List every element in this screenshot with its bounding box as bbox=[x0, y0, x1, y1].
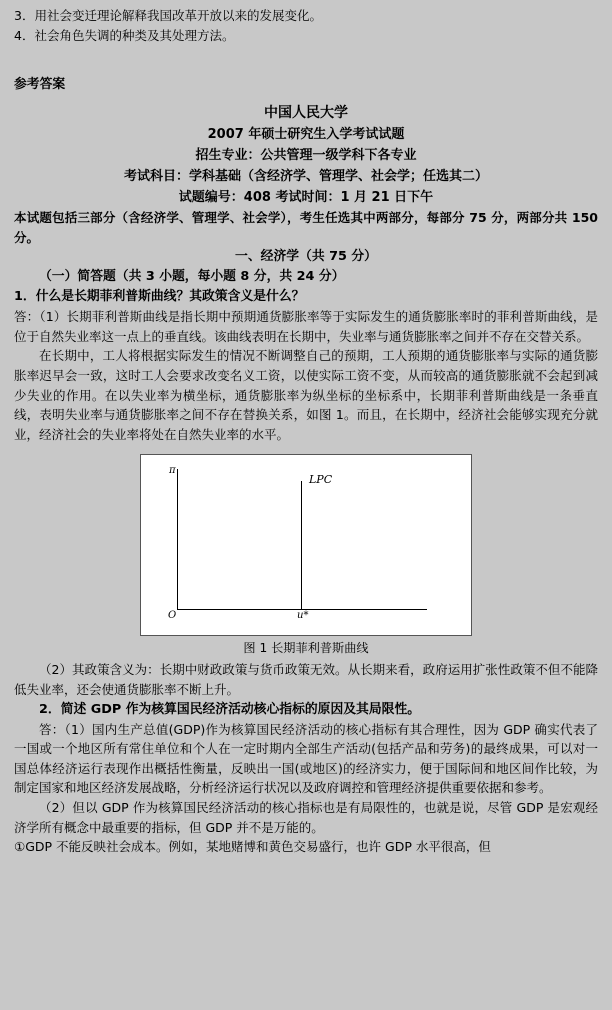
subject-line: 考试科目：学科基础（含经济学、管理学、社会学；任选其二） bbox=[123, 169, 488, 184]
question-1-answer-p2: 在长期中，工人将根据实际发生的情况不断调整自己的预期，工人预期的通货膨胀率与实际的通货膨胀率迟早会一致，这时工人会要求改变名义工资，以使实际工资不变，从而较高的通货膨胀就不会起到减少失业的作用。在以失业率为横坐标，通货膨胀率为纵坐标的坐标系中，长期菲利普斯曲线是一条垂直线，表明失业率与通货膨胀率之间不存在替换关系，如图 1。而且，在长期中，经济社会能够实现充分就业，经济社会的失业率将处在自然失业率的水平。 bbox=[14, 348, 598, 442]
question-1-answer-p1: 答：（1）长期菲利普斯曲线是指长期中预期通货膨胀率等于实际发生的通货膨胀率时的菲利普斯曲线，是位于自然失业率这一点上的垂直线。该曲线表明在长期中，失业率与通货膨胀率之间并不存在交替关系。 bbox=[14, 309, 598, 344]
section-gap bbox=[14, 45, 598, 75]
question-1-title: 1．什么是长期菲利普斯曲线？其政策含义是什么？ bbox=[14, 289, 305, 305]
major-line: 招生专业：公共管理一级学科下各专业 bbox=[195, 148, 417, 163]
heading-gap bbox=[14, 95, 598, 103]
figure-x-axis-label: u* bbox=[297, 610, 309, 622]
question-1-answer-p3: （2）其政策含义为：长期中财政政策与货币政策无效。从长期来看，政府运用扩张性政策不但不能降低失业率，还会使通货膨胀率不断上升。 bbox=[14, 662, 598, 697]
exam-name: 2007 年硕士研究生入学考试试题 bbox=[207, 127, 405, 142]
figure-1-caption: 图 1 长期菲利普斯曲线 bbox=[243, 641, 369, 656]
question-2-title: 2．简述 GDP 作为核算国民经济活动核心指标的原因及其局限性。 bbox=[39, 701, 421, 717]
exam-instruction: 本试题包括三部分（含经济学、管理学、社会学），考生任选其中两部分，每部分 75 分，两部分共 150 分。 bbox=[14, 210, 598, 245]
question-2-answer-p2: （2）但以 GDP 作为核算国民经济活动的核心指标也是有局限性的，也就是说，尽管 GDP 是宏观经济学所有概念中最重要的指标，但 GDP 并不是万能的。 bbox=[14, 799, 598, 835]
figure-lpc-line bbox=[301, 481, 302, 609]
question-2-answer-p3: ①GDP 不能反映社会成本。例如，某地赌博和黄色交易盛行，也许 GDP 水平很高，但 bbox=[14, 839, 491, 855]
subsection-one-heading: （一）简答题（共 3 小题，每小题 8 分，共 24 分） bbox=[39, 269, 345, 285]
section-one-heading: 一、经济学（共 75 分） bbox=[235, 249, 377, 265]
university-name: 中国人民大学 bbox=[264, 105, 348, 121]
paper-info-line: 试题编号：408 考试时间：1 月 21 日下午 bbox=[178, 190, 434, 205]
answers-heading: 参考答案 bbox=[14, 77, 66, 92]
figure-1-wrapper bbox=[14, 454, 598, 636]
top-item-4: 4．社会角色失调的种类及其处理方法。 bbox=[14, 27, 235, 43]
figure-curve-label: LPC bbox=[309, 473, 333, 487]
figure-y-axis-label: π bbox=[169, 465, 176, 477]
figure-origin-label: O bbox=[168, 610, 177, 622]
figure-y-axis bbox=[177, 469, 178, 609]
figure-1-long-run-phillips-curve bbox=[140, 454, 472, 636]
exam-title-block bbox=[14, 103, 598, 208]
top-item-3: 3．用社会变迁理论解释我国改革开放以来的发展变化。 bbox=[14, 8, 322, 23]
question-2-answer-p1: 答：（1）国内生产总值(GDP)作为核算国民经济活动的核心指标有其合理性，因为 GDP 确实代表了一国或一个地区所有常住单位和个人在一定时期内全部生产活动(包括产品和劳务)的最终成果，可以对一国总体经济运行表现作出概括性衡量，反映出一国(或地区)的经济实力，便于国际间和地区间作比较，为制定国家和地区经济发展战略，分析经济运行状况以及政府调控和管理经济提供重要依据和参考。 bbox=[14, 721, 598, 796]
